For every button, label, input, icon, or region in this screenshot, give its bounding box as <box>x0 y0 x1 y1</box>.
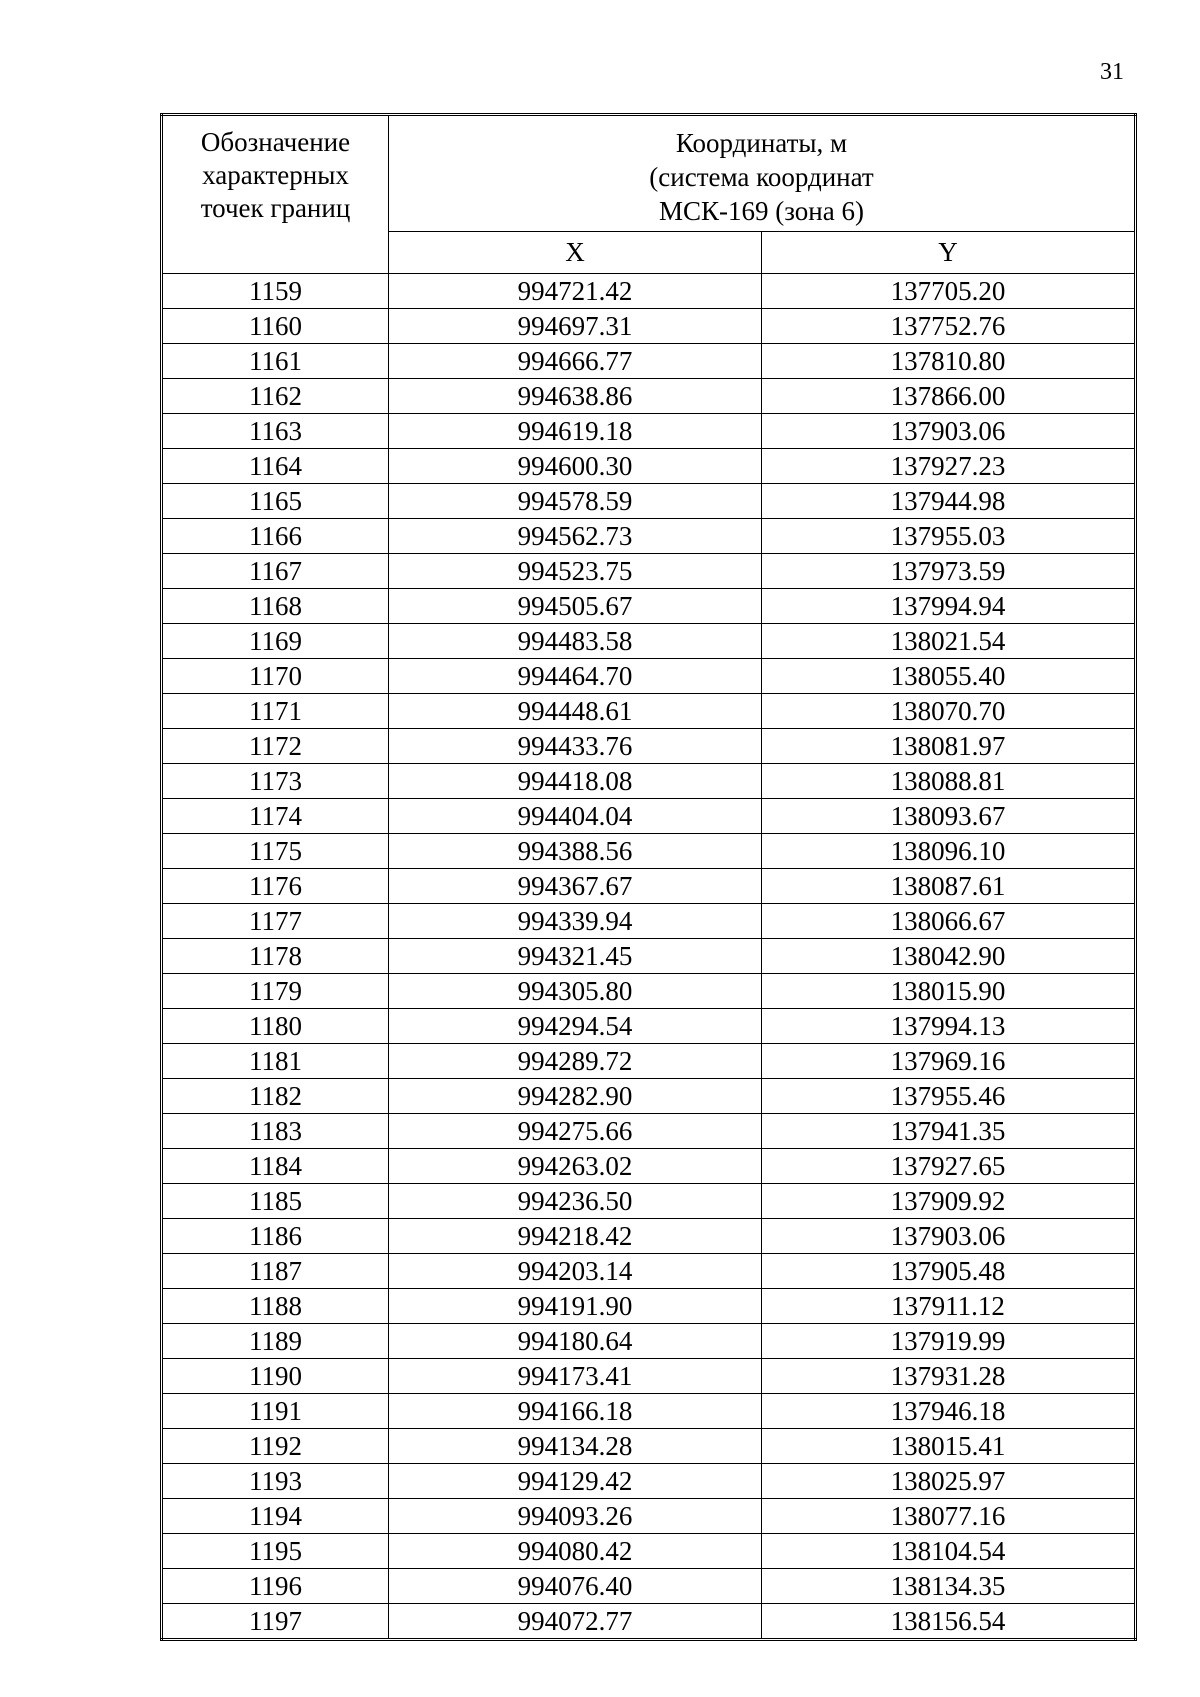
x-coordinate-cell: 994180.64 <box>389 1324 762 1359</box>
x-coordinate-cell: 994305.80 <box>389 974 762 1009</box>
x-coordinate-cell: 994483.58 <box>389 624 762 659</box>
header-point-line: Обозначение <box>200 127 351 157</box>
header-coords-line: МСК-169 (зона 6) <box>659 196 864 226</box>
table-row <box>162 869 1136 904</box>
table-row <box>162 904 1136 939</box>
point-cell: 1185 <box>162 1184 389 1219</box>
header-coords-line: Координаты, м <box>675 128 848 158</box>
x-coordinate-cell: 994523.75 <box>389 554 762 589</box>
table-row <box>162 1254 1136 1289</box>
header-coords-line: (система координат <box>649 162 874 192</box>
point-cell: 1190 <box>162 1359 389 1394</box>
x-coordinate-cell: 994294.54 <box>389 1009 762 1044</box>
y-coordinate-cell: 138015.90 <box>762 974 1136 1009</box>
y-coordinate-cell: 137810.80 <box>762 344 1136 379</box>
header-point-designation <box>162 115 389 274</box>
table-row <box>162 484 1136 519</box>
table-row <box>162 939 1136 974</box>
point-cell: 1176 <box>162 869 389 904</box>
x-coordinate-cell: 994697.31 <box>389 309 762 344</box>
header-point-line: характерных <box>202 160 349 190</box>
y-coordinate-cell: 137944.98 <box>762 484 1136 519</box>
table-row <box>162 1114 1136 1149</box>
point-cell: 1162 <box>162 379 389 414</box>
x-coordinate-cell: 994619.18 <box>389 414 762 449</box>
y-coordinate-cell: 137955.03 <box>762 519 1136 554</box>
point-cell: 1194 <box>162 1499 389 1534</box>
x-coordinate-cell: 994093.26 <box>389 1499 762 1534</box>
table-row <box>162 274 1136 309</box>
y-coordinate-cell: 137919.99 <box>762 1324 1136 1359</box>
y-coordinate-cell: 138021.54 <box>762 624 1136 659</box>
y-coordinate-cell: 138055.40 <box>762 659 1136 694</box>
y-coordinate-cell: 138077.16 <box>762 1499 1136 1534</box>
x-coordinate-cell: 994275.66 <box>389 1114 762 1149</box>
point-cell: 1172 <box>162 729 389 764</box>
y-coordinate-cell: 137955.46 <box>762 1079 1136 1114</box>
y-coordinate-cell: 138087.61 <box>762 869 1136 904</box>
y-coordinate-cell: 138042.90 <box>762 939 1136 974</box>
x-coordinate-cell: 994367.67 <box>389 869 762 904</box>
header-coordinates <box>389 115 1136 232</box>
x-coordinate-cell: 994263.02 <box>389 1149 762 1184</box>
x-coordinate-cell: 994448.61 <box>389 694 762 729</box>
y-coordinate-cell: 137903.06 <box>762 1219 1136 1254</box>
table-row <box>162 1289 1136 1324</box>
point-cell: 1165 <box>162 484 389 519</box>
y-coordinate-cell: 138134.35 <box>762 1569 1136 1604</box>
x-coordinate-cell: 994321.45 <box>389 939 762 974</box>
y-coordinate-cell: 138015.41 <box>762 1429 1136 1464</box>
point-cell: 1173 <box>162 764 389 799</box>
table-row <box>162 729 1136 764</box>
y-coordinate-cell: 137941.35 <box>762 1114 1136 1149</box>
header-y: Y <box>762 231 1136 273</box>
point-cell: 1192 <box>162 1429 389 1464</box>
x-coordinate-cell: 994339.94 <box>389 904 762 939</box>
table-row <box>162 1359 1136 1394</box>
table-row <box>162 449 1136 484</box>
y-coordinate-cell: 138070.70 <box>762 694 1136 729</box>
x-coordinate-cell: 994666.77 <box>389 344 762 379</box>
header-x: X <box>389 231 762 273</box>
y-coordinate-cell: 138066.67 <box>762 904 1136 939</box>
x-coordinate-cell: 994134.28 <box>389 1429 762 1464</box>
point-cell: 1161 <box>162 344 389 379</box>
x-coordinate-cell: 994282.90 <box>389 1079 762 1114</box>
y-coordinate-cell: 138104.54 <box>762 1534 1136 1569</box>
x-coordinate-cell: 994638.86 <box>389 379 762 414</box>
point-cell: 1168 <box>162 589 389 624</box>
table-row <box>162 1149 1136 1184</box>
x-coordinate-cell: 994721.42 <box>389 274 762 309</box>
point-cell: 1184 <box>162 1149 389 1184</box>
point-cell: 1187 <box>162 1254 389 1289</box>
page-number: 31 <box>1100 59 1124 85</box>
y-coordinate-cell: 137903.06 <box>762 414 1136 449</box>
table-row <box>162 414 1136 449</box>
y-coordinate-cell: 138025.97 <box>762 1464 1136 1499</box>
point-cell: 1186 <box>162 1219 389 1254</box>
table-row <box>162 974 1136 1009</box>
header-point-line: точек границ <box>200 193 351 223</box>
table-row <box>162 589 1136 624</box>
x-coordinate-cell: 994464.70 <box>389 659 762 694</box>
point-cell: 1178 <box>162 939 389 974</box>
point-cell: 1182 <box>162 1079 389 1114</box>
x-coordinate-cell: 994191.90 <box>389 1289 762 1324</box>
table-row <box>162 1394 1136 1429</box>
y-coordinate-cell: 137946.18 <box>762 1394 1136 1429</box>
x-coordinate-cell: 994218.42 <box>389 1219 762 1254</box>
table-row <box>162 1184 1136 1219</box>
point-cell: 1159 <box>162 274 389 309</box>
point-cell: 1180 <box>162 1009 389 1044</box>
point-cell: 1164 <box>162 449 389 484</box>
point-cell: 1171 <box>162 694 389 729</box>
x-coordinate-cell: 994404.04 <box>389 799 762 834</box>
x-coordinate-cell: 994388.56 <box>389 834 762 869</box>
x-coordinate-cell: 994289.72 <box>389 1044 762 1079</box>
x-coordinate-cell: 994072.77 <box>389 1604 762 1640</box>
table-row <box>162 1324 1136 1359</box>
table-row <box>162 1044 1136 1079</box>
y-coordinate-cell: 137969.16 <box>762 1044 1136 1079</box>
table-row <box>162 694 1136 729</box>
y-coordinate-cell: 137705.20 <box>762 274 1136 309</box>
table-row <box>162 379 1136 414</box>
x-coordinate-cell: 994505.67 <box>389 589 762 624</box>
point-cell: 1183 <box>162 1114 389 1149</box>
table-row <box>162 1534 1136 1569</box>
table-row <box>162 834 1136 869</box>
x-coordinate-cell: 994203.14 <box>389 1254 762 1289</box>
point-cell: 1196 <box>162 1569 389 1604</box>
point-cell: 1167 <box>162 554 389 589</box>
y-coordinate-cell: 138156.54 <box>762 1604 1136 1640</box>
point-cell: 1160 <box>162 309 389 344</box>
x-coordinate-cell: 994076.40 <box>389 1569 762 1604</box>
x-coordinate-cell: 994418.08 <box>389 764 762 799</box>
x-coordinate-cell: 994578.59 <box>389 484 762 519</box>
point-cell: 1188 <box>162 1289 389 1324</box>
table-row <box>162 344 1136 379</box>
point-cell: 1170 <box>162 659 389 694</box>
table-row <box>162 1499 1136 1534</box>
point-cell: 1197 <box>162 1604 389 1640</box>
table-header <box>162 115 1136 274</box>
y-coordinate-cell: 137927.23 <box>762 449 1136 484</box>
table-row <box>162 799 1136 834</box>
table-row <box>162 1219 1136 1254</box>
table-row <box>162 1569 1136 1604</box>
x-coordinate-cell: 994236.50 <box>389 1184 762 1219</box>
x-coordinate-cell: 994173.41 <box>389 1359 762 1394</box>
point-cell: 1177 <box>162 904 389 939</box>
table-row <box>162 554 1136 589</box>
table-row <box>162 659 1136 694</box>
table-row <box>162 1464 1136 1499</box>
x-coordinate-cell: 994562.73 <box>389 519 762 554</box>
y-coordinate-cell: 137905.48 <box>762 1254 1136 1289</box>
point-cell: 1181 <box>162 1044 389 1079</box>
x-coordinate-cell: 994129.42 <box>389 1464 762 1499</box>
table-row <box>162 764 1136 799</box>
table-row <box>162 1429 1136 1464</box>
y-coordinate-cell: 137866.00 <box>762 379 1136 414</box>
point-cell: 1163 <box>162 414 389 449</box>
table-row <box>162 624 1136 659</box>
y-coordinate-cell: 137931.28 <box>762 1359 1136 1394</box>
point-cell: 1191 <box>162 1394 389 1429</box>
point-cell: 1166 <box>162 519 389 554</box>
x-coordinate-cell: 994433.76 <box>389 729 762 764</box>
table-row <box>162 1079 1136 1114</box>
table-row <box>162 1604 1136 1640</box>
point-cell: 1169 <box>162 624 389 659</box>
y-coordinate-cell: 137973.59 <box>762 554 1136 589</box>
point-cell: 1193 <box>162 1464 389 1499</box>
point-cell: 1189 <box>162 1324 389 1359</box>
y-coordinate-cell: 137911.12 <box>762 1289 1136 1324</box>
point-cell: 1174 <box>162 799 389 834</box>
y-coordinate-cell: 138081.97 <box>762 729 1136 764</box>
x-coordinate-cell: 994600.30 <box>389 449 762 484</box>
table-body <box>162 274 1136 1640</box>
y-coordinate-cell: 137994.94 <box>762 589 1136 624</box>
y-coordinate-cell: 137752.76 <box>762 309 1136 344</box>
table-row <box>162 309 1136 344</box>
y-coordinate-cell: 138096.10 <box>762 834 1136 869</box>
x-coordinate-cell: 994080.42 <box>389 1534 762 1569</box>
y-coordinate-cell: 138093.67 <box>762 799 1136 834</box>
table-row <box>162 519 1136 554</box>
coordinates-table <box>160 113 1137 1641</box>
y-coordinate-cell: 137994.13 <box>762 1009 1136 1044</box>
y-coordinate-cell: 137927.65 <box>762 1149 1136 1184</box>
y-coordinate-cell: 137909.92 <box>762 1184 1136 1219</box>
point-cell: 1175 <box>162 834 389 869</box>
x-coordinate-cell: 994166.18 <box>389 1394 762 1429</box>
point-cell: 1195 <box>162 1534 389 1569</box>
y-coordinate-cell: 138088.81 <box>762 764 1136 799</box>
table-row <box>162 1009 1136 1044</box>
point-cell: 1179 <box>162 974 389 1009</box>
